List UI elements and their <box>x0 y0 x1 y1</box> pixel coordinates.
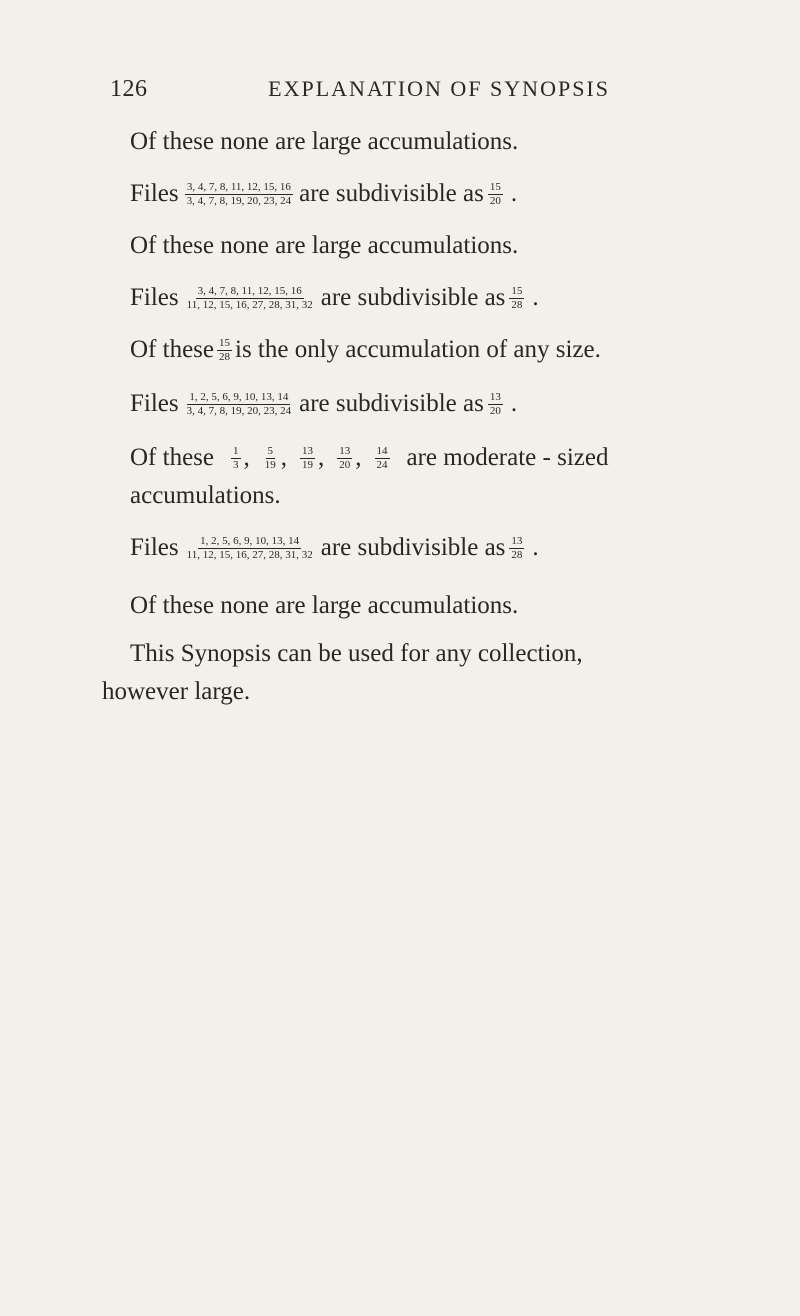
fraction-numerator: 5 <box>267 444 273 457</box>
fraction-denominator: 19 <box>302 458 313 471</box>
fraction-numerator: 13 <box>511 534 523 547</box>
text-line <box>130 128 518 156</box>
text-line <box>130 482 281 510</box>
text-line <box>130 336 601 364</box>
comma: , <box>355 444 362 471</box>
result-fraction <box>488 391 503 418</box>
inline-fraction <box>300 445 315 472</box>
fraction-numerator: 1, 2, 5, 6, 9, 10, 13, 14 <box>200 534 300 547</box>
fraction-numerator: 13 <box>339 444 351 457</box>
sentence: accumulations. <box>130 482 281 509</box>
files-fraction <box>185 391 294 418</box>
fraction-numerator: 1, 2, 5, 6, 9, 10, 13, 14 <box>189 390 289 403</box>
sentence: This Synopsis can be used for any collection, <box>130 640 583 667</box>
fraction-denominator: 3, 4, 7, 8, 19, 20, 23, 24 <box>186 404 292 417</box>
fraction-numerator: 13 <box>489 390 501 403</box>
fraction-denominator: 19 <box>264 458 276 471</box>
text-line <box>130 640 583 668</box>
period: . <box>532 284 539 311</box>
fraction-numerator: 15 <box>219 336 230 349</box>
phrase: is the only accumulation of any size. <box>235 336 601 363</box>
inline-fraction <box>337 445 352 472</box>
inline-fraction <box>375 445 390 472</box>
fraction-denominator: 24 <box>376 458 388 471</box>
text-line <box>102 678 250 706</box>
lead-word: Files <box>130 284 179 311</box>
fraction-numerator: 15 <box>511 284 523 297</box>
fraction-denominator: 28 <box>219 350 230 363</box>
inline-fraction <box>217 337 232 364</box>
lead-word: Files <box>130 180 179 207</box>
files-line <box>130 180 517 208</box>
period: . <box>510 180 518 207</box>
fraction-numerator: 15 <box>489 180 501 193</box>
fraction-denominator: 3, 4, 7, 8, 19, 20, 23, 24 <box>186 194 292 207</box>
phrase: are subdivisible as <box>299 180 484 207</box>
fraction-denominator: 28 <box>511 298 523 311</box>
text-line <box>130 444 608 472</box>
lead-word: Of these <box>130 444 214 471</box>
text-line <box>130 592 518 620</box>
lead-word: Files <box>130 390 179 417</box>
phrase: are moderate - sized <box>406 444 609 471</box>
comma: , <box>318 444 325 471</box>
phrase: are subdivisible as <box>299 390 484 417</box>
lead-word: Files <box>130 534 179 561</box>
page-number: 126 <box>110 76 148 102</box>
fraction-numerator: 1 <box>233 444 239 457</box>
page-header <box>110 76 730 103</box>
fraction-numerator: 3, 4, 7, 8, 11, 12, 15, 16 <box>186 180 291 193</box>
sentence: Of these none are large accumulations. <box>130 592 519 619</box>
result-fraction <box>509 535 524 562</box>
files-fraction <box>185 181 294 208</box>
fraction-denominator: 3 <box>233 458 239 471</box>
sentence: Of these none are large accumulations. <box>130 128 519 155</box>
period: . <box>510 390 518 417</box>
phrase: are subdivisible as <box>320 534 506 561</box>
files-line <box>130 284 539 312</box>
fraction-denominator: 20 <box>489 404 501 417</box>
result-fraction <box>509 285 524 312</box>
files-line <box>130 534 539 562</box>
fraction-denominator: 28 <box>511 548 523 561</box>
result-fraction <box>488 181 503 208</box>
running-head: EXPLANATION OF SYNOPSIS <box>268 76 610 101</box>
files-line <box>130 390 517 418</box>
phrase: are subdivisible as <box>320 284 506 311</box>
fraction-denominator: 11, 12, 15, 16, 27, 28, 31, 32 <box>186 548 313 561</box>
fraction-numerator: 13 <box>302 444 313 457</box>
files-fraction <box>185 285 315 312</box>
lead-word: Of these <box>130 336 214 363</box>
sentence: however large. <box>102 678 251 705</box>
files-fraction <box>185 535 315 562</box>
text-line <box>130 232 518 260</box>
fraction-denominator: 20 <box>489 194 501 207</box>
fraction-numerator: 3, 4, 7, 8, 11, 12, 15, 16 <box>197 284 302 297</box>
fraction-numerator: 14 <box>376 444 388 457</box>
comma: , <box>243 444 250 471</box>
fraction-denominator: 20 <box>339 458 351 471</box>
period: . <box>532 534 539 561</box>
comma: , <box>280 444 287 471</box>
inline-fraction <box>231 445 241 472</box>
sentence: Of these none are large accumulations. <box>130 232 519 259</box>
fraction-denominator: 11, 12, 15, 16, 27, 28, 31, 32 <box>186 298 313 311</box>
inline-fraction <box>263 445 278 472</box>
